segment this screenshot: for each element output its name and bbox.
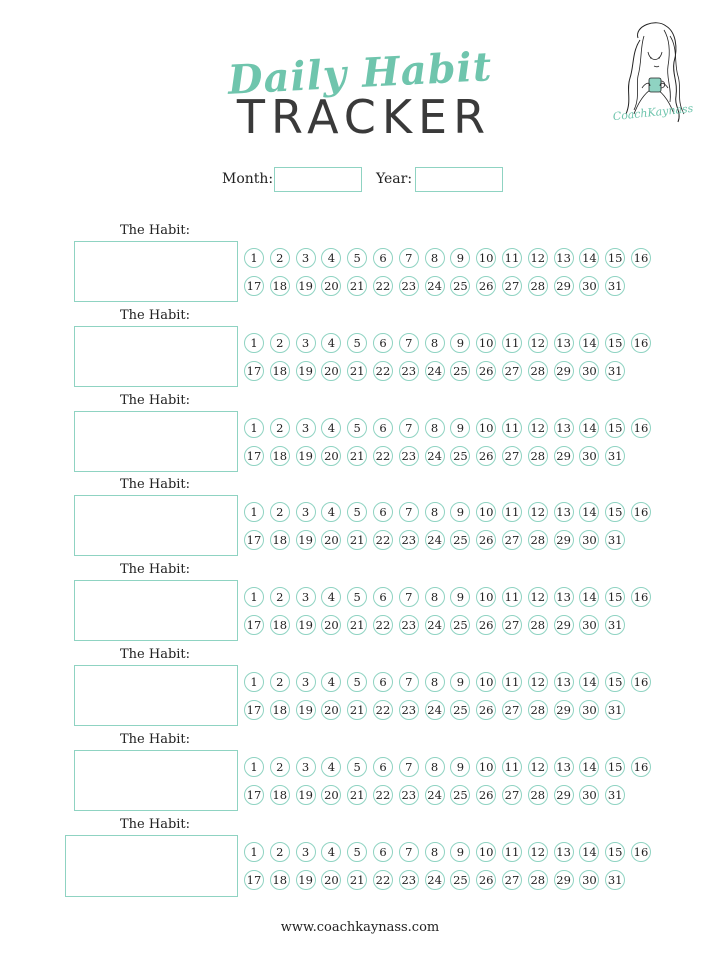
- title-script: Daily Habit: [226, 43, 494, 104]
- day-circle[interactable]: 6: [373, 842, 393, 862]
- day-circle[interactable]: 23: [399, 276, 419, 296]
- day-circle[interactable]: 11: [502, 418, 522, 438]
- day-circle[interactable]: 10: [476, 587, 496, 607]
- day-circle[interactable]: 26: [476, 700, 496, 720]
- day-circle[interactable]: 2: [270, 757, 290, 777]
- day-circle[interactable]: 12: [528, 502, 548, 522]
- day-circle[interactable]: 14: [579, 842, 599, 862]
- day-circle[interactable]: 22: [373, 870, 393, 890]
- day-circle[interactable]: 18: [270, 785, 290, 805]
- day-circle[interactable]: 13: [554, 418, 574, 438]
- day-circle[interactable]: 21: [347, 530, 367, 550]
- day-circle[interactable]: 30: [579, 446, 599, 466]
- day-circle[interactable]: 6: [373, 672, 393, 692]
- day-circle[interactable]: 24: [425, 785, 445, 805]
- day-circle[interactable]: 11: [502, 502, 522, 522]
- habit-name-field[interactable]: [74, 326, 238, 387]
- day-circle[interactable]: 31: [605, 530, 625, 550]
- day-circle[interactable]: 14: [579, 418, 599, 438]
- day-circle[interactable]: 7: [399, 842, 419, 862]
- day-circle[interactable]: 25: [450, 870, 470, 890]
- day-circle[interactable]: 27: [502, 700, 522, 720]
- day-circle[interactable]: 6: [373, 757, 393, 777]
- day-circle[interactable]: 22: [373, 276, 393, 296]
- day-circle[interactable]: 27: [502, 785, 522, 805]
- year-label: Year:: [376, 171, 413, 187]
- day-circle[interactable]: 30: [579, 276, 599, 296]
- day-circle[interactable]: 31: [605, 446, 625, 466]
- day-circle[interactable]: 21: [347, 615, 367, 635]
- day-circle[interactable]: 10: [476, 418, 496, 438]
- day-circle[interactable]: 24: [425, 276, 445, 296]
- day-circle[interactable]: 29: [554, 276, 574, 296]
- day-circle[interactable]: 18: [270, 870, 290, 890]
- day-circle[interactable]: 1: [244, 248, 264, 268]
- day-circle[interactable]: 15: [605, 248, 625, 268]
- day-circle[interactable]: 20: [321, 700, 341, 720]
- day-circle[interactable]: 16: [631, 418, 651, 438]
- habit-label: The Habit:: [120, 816, 191, 832]
- day-circle[interactable]: 26: [476, 615, 496, 635]
- day-circle[interactable]: 19: [296, 700, 316, 720]
- day-circle[interactable]: 11: [502, 672, 522, 692]
- day-circle[interactable]: 8: [425, 587, 445, 607]
- logo-text: CoachKaynass: [612, 101, 694, 124]
- habit-name-field[interactable]: [74, 411, 238, 472]
- day-circle[interactable]: 27: [502, 615, 522, 635]
- day-circle[interactable]: 11: [502, 333, 522, 353]
- day-circle[interactable]: 19: [296, 361, 316, 381]
- day-circle[interactable]: 13: [554, 757, 574, 777]
- day-circle[interactable]: 17: [244, 870, 264, 890]
- day-circle[interactable]: 12: [528, 248, 548, 268]
- habit-name-field[interactable]: [74, 580, 238, 641]
- day-circle[interactable]: 24: [425, 700, 445, 720]
- day-circle[interactable]: 22: [373, 446, 393, 466]
- day-circle[interactable]: 22: [373, 785, 393, 805]
- day-circle[interactable]: 30: [579, 615, 599, 635]
- day-circle[interactable]: 17: [244, 785, 264, 805]
- day-circle[interactable]: 29: [554, 700, 574, 720]
- day-circle[interactable]: 28: [528, 361, 548, 381]
- day-circle[interactable]: 17: [244, 615, 264, 635]
- day-circle[interactable]: 24: [425, 615, 445, 635]
- day-circle[interactable]: 4: [321, 587, 341, 607]
- day-circle[interactable]: 14: [579, 333, 599, 353]
- day-circle[interactable]: 9: [450, 757, 470, 777]
- day-circle[interactable]: 13: [554, 842, 574, 862]
- day-circle[interactable]: 11: [502, 757, 522, 777]
- day-circle[interactable]: 30: [579, 870, 599, 890]
- day-circle[interactable]: 21: [347, 361, 367, 381]
- day-circle[interactable]: 31: [605, 785, 625, 805]
- habit-name-field[interactable]: [74, 241, 238, 302]
- day-circle[interactable]: 29: [554, 530, 574, 550]
- day-circle[interactable]: 16: [631, 757, 651, 777]
- day-circle[interactable]: 15: [605, 333, 625, 353]
- day-circle[interactable]: 12: [528, 587, 548, 607]
- day-circle[interactable]: 7: [399, 757, 419, 777]
- day-circle[interactable]: 1: [244, 502, 264, 522]
- day-circle[interactable]: 8: [425, 757, 445, 777]
- day-circle[interactable]: 31: [605, 700, 625, 720]
- day-circle[interactable]: 8: [425, 418, 445, 438]
- day-circle[interactable]: 15: [605, 757, 625, 777]
- day-circle[interactable]: 17: [244, 530, 264, 550]
- day-circle[interactable]: 3: [296, 333, 316, 353]
- day-circle[interactable]: 8: [425, 502, 445, 522]
- day-circle[interactable]: 9: [450, 587, 470, 607]
- day-circle[interactable]: 7: [399, 587, 419, 607]
- day-circle[interactable]: 6: [373, 333, 393, 353]
- day-circle[interactable]: 25: [450, 446, 470, 466]
- day-circle[interactable]: 11: [502, 587, 522, 607]
- day-circle[interactable]: 20: [321, 870, 341, 890]
- day-circle[interactable]: 10: [476, 757, 496, 777]
- day-circle[interactable]: 17: [244, 361, 264, 381]
- day-circle[interactable]: 31: [605, 361, 625, 381]
- day-circle[interactable]: 21: [347, 700, 367, 720]
- day-circle[interactable]: 20: [321, 530, 341, 550]
- day-circle[interactable]: 2: [270, 587, 290, 607]
- day-circle[interactable]: 10: [476, 502, 496, 522]
- day-circle[interactable]: 14: [579, 502, 599, 522]
- day-circle[interactable]: 7: [399, 248, 419, 268]
- day-circle[interactable]: 14: [579, 248, 599, 268]
- day-circle[interactable]: 2: [270, 502, 290, 522]
- day-circle[interactable]: 14: [579, 587, 599, 607]
- day-circle[interactable]: 5: [347, 757, 367, 777]
- day-circle[interactable]: 13: [554, 333, 574, 353]
- day-circle[interactable]: 26: [476, 276, 496, 296]
- day-circle[interactable]: 19: [296, 615, 316, 635]
- day-circle[interactable]: 18: [270, 361, 290, 381]
- day-circle[interactable]: 8: [425, 248, 445, 268]
- day-circle[interactable]: 27: [502, 361, 522, 381]
- day-circle[interactable]: 29: [554, 870, 574, 890]
- day-circle[interactable]: 6: [373, 248, 393, 268]
- day-circle[interactable]: 3: [296, 672, 316, 692]
- day-circle[interactable]: 15: [605, 842, 625, 862]
- day-circle[interactable]: 22: [373, 361, 393, 381]
- day-circle[interactable]: 16: [631, 502, 651, 522]
- year-field[interactable]: [415, 167, 503, 192]
- day-circle[interactable]: 5: [347, 418, 367, 438]
- day-circle[interactable]: 12: [528, 333, 548, 353]
- day-circle[interactable]: 21: [347, 446, 367, 466]
- day-circle[interactable]: 15: [605, 502, 625, 522]
- day-circle[interactable]: 20: [321, 446, 341, 466]
- day-circle[interactable]: 25: [450, 361, 470, 381]
- day-circle[interactable]: 24: [425, 446, 445, 466]
- day-circle[interactable]: 9: [450, 842, 470, 862]
- day-circle[interactable]: 27: [502, 870, 522, 890]
- day-circle[interactable]: 27: [502, 276, 522, 296]
- day-circle[interactable]: 13: [554, 248, 574, 268]
- day-circle[interactable]: 26: [476, 870, 496, 890]
- day-circle[interactable]: 20: [321, 361, 341, 381]
- day-circle[interactable]: 4: [321, 672, 341, 692]
- day-circle[interactable]: 18: [270, 530, 290, 550]
- day-circle[interactable]: 20: [321, 785, 341, 805]
- day-circle[interactable]: 5: [347, 333, 367, 353]
- day-circle[interactable]: 3: [296, 587, 316, 607]
- day-circle[interactable]: 1: [244, 842, 264, 862]
- page-title: TRACKER: [236, 90, 492, 144]
- day-circle[interactable]: 18: [270, 615, 290, 635]
- day-circle[interactable]: 25: [450, 276, 470, 296]
- day-circle[interactable]: 25: [450, 700, 470, 720]
- month-label: Month:: [222, 171, 274, 187]
- day-circle[interactable]: 5: [347, 248, 367, 268]
- habit-name-field[interactable]: [74, 750, 238, 811]
- day-circle[interactable]: 21: [347, 785, 367, 805]
- day-circle[interactable]: 29: [554, 361, 574, 381]
- day-circle[interactable]: 4: [321, 502, 341, 522]
- day-circle[interactable]: 24: [425, 530, 445, 550]
- day-circle[interactable]: 26: [476, 446, 496, 466]
- day-circle[interactable]: 10: [476, 333, 496, 353]
- day-circle[interactable]: 13: [554, 672, 574, 692]
- habit-label: The Habit:: [120, 307, 191, 323]
- day-circle[interactable]: 10: [476, 248, 496, 268]
- day-circle[interactable]: 5: [347, 502, 367, 522]
- day-circle[interactable]: 6: [373, 587, 393, 607]
- day-circle[interactable]: 21: [347, 870, 367, 890]
- day-circle[interactable]: 27: [502, 530, 522, 550]
- day-circle[interactable]: 8: [425, 842, 445, 862]
- day-circle[interactable]: 29: [554, 446, 574, 466]
- day-circle[interactable]: 23: [399, 361, 419, 381]
- habit-name-field[interactable]: [65, 835, 238, 897]
- day-circle[interactable]: 23: [399, 700, 419, 720]
- day-circle[interactable]: 23: [399, 446, 419, 466]
- day-circle[interactable]: 15: [605, 587, 625, 607]
- day-circle[interactable]: 8: [425, 333, 445, 353]
- day-circle[interactable]: 28: [528, 446, 548, 466]
- day-circle[interactable]: 7: [399, 672, 419, 692]
- day-circle[interactable]: 4: [321, 757, 341, 777]
- day-circle[interactable]: 18: [270, 700, 290, 720]
- day-circle[interactable]: 11: [502, 842, 522, 862]
- day-circle[interactable]: 23: [399, 530, 419, 550]
- day-circle[interactable]: 28: [528, 870, 548, 890]
- day-circle[interactable]: 23: [399, 785, 419, 805]
- day-circle[interactable]: 27: [502, 446, 522, 466]
- day-circle[interactable]: 31: [605, 276, 625, 296]
- habit-label: The Habit:: [120, 731, 191, 747]
- day-circle[interactable]: 12: [528, 842, 548, 862]
- day-circle[interactable]: 5: [347, 842, 367, 862]
- day-circle[interactable]: 19: [296, 276, 316, 296]
- day-circle[interactable]: 18: [270, 446, 290, 466]
- day-circle[interactable]: 23: [399, 615, 419, 635]
- day-circle[interactable]: 31: [605, 615, 625, 635]
- day-circle[interactable]: 2: [270, 418, 290, 438]
- day-circle[interactable]: 19: [296, 785, 316, 805]
- day-circle[interactable]: 28: [528, 700, 548, 720]
- day-circle[interactable]: 28: [528, 785, 548, 805]
- month-year-row: [0, 166, 720, 192]
- habit-label: The Habit:: [120, 562, 191, 578]
- day-circle[interactable]: 30: [579, 785, 599, 805]
- day-circle[interactable]: 1: [244, 672, 264, 692]
- day-circle[interactable]: 10: [476, 842, 496, 862]
- day-circle[interactable]: 2: [270, 842, 290, 862]
- day-circle[interactable]: 4: [321, 842, 341, 862]
- day-circle[interactable]: 3: [296, 418, 316, 438]
- day-circle[interactable]: 3: [296, 502, 316, 522]
- day-circle[interactable]: 10: [476, 672, 496, 692]
- day-circle[interactable]: 24: [425, 870, 445, 890]
- day-circle[interactable]: 16: [631, 842, 651, 862]
- day-circle[interactable]: 16: [631, 248, 651, 268]
- day-circle[interactable]: 22: [373, 615, 393, 635]
- day-circle[interactable]: 16: [631, 672, 651, 692]
- day-circle[interactable]: 25: [450, 615, 470, 635]
- day-circle[interactable]: 3: [296, 757, 316, 777]
- day-circle[interactable]: 22: [373, 700, 393, 720]
- day-circle[interactable]: 29: [554, 785, 574, 805]
- day-circle[interactable]: 30: [579, 700, 599, 720]
- day-circle[interactable]: 12: [528, 418, 548, 438]
- habit-label: The Habit:: [120, 223, 191, 238]
- day-circle[interactable]: 3: [296, 248, 316, 268]
- day-circle[interactable]: 3: [296, 842, 316, 862]
- day-circle[interactable]: 25: [450, 530, 470, 550]
- month-field[interactable]: [274, 167, 362, 192]
- day-circle[interactable]: 7: [399, 418, 419, 438]
- day-circle[interactable]: 14: [579, 757, 599, 777]
- day-circle[interactable]: 1: [244, 418, 264, 438]
- day-circle[interactable]: 5: [347, 587, 367, 607]
- day-circle[interactable]: 31: [605, 870, 625, 890]
- day-circle[interactable]: 9: [450, 248, 470, 268]
- day-circle[interactable]: 9: [450, 418, 470, 438]
- day-circle[interactable]: 18: [270, 276, 290, 296]
- day-circle[interactable]: 17: [244, 276, 264, 296]
- day-circle[interactable]: 14: [579, 672, 599, 692]
- day-circle[interactable]: 4: [321, 418, 341, 438]
- day-circle[interactable]: 8: [425, 672, 445, 692]
- day-circle[interactable]: 21: [347, 276, 367, 296]
- day-circle[interactable]: 11: [502, 248, 522, 268]
- day-circle[interactable]: 12: [528, 757, 548, 777]
- day-circle[interactable]: 30: [579, 530, 599, 550]
- day-circle[interactable]: 19: [296, 870, 316, 890]
- day-circle[interactable]: 15: [605, 672, 625, 692]
- day-circle[interactable]: 16: [631, 333, 651, 353]
- day-circle[interactable]: 28: [528, 276, 548, 296]
- day-circle[interactable]: 13: [554, 502, 574, 522]
- day-circle[interactable]: 4: [321, 248, 341, 268]
- habit-label: The Habit:: [120, 647, 191, 662]
- day-circle[interactable]: 24: [425, 361, 445, 381]
- day-circle[interactable]: 13: [554, 587, 574, 607]
- day-circle[interactable]: 26: [476, 361, 496, 381]
- day-circle[interactable]: 1: [244, 587, 264, 607]
- day-circle[interactable]: 28: [528, 615, 548, 635]
- day-circle[interactable]: 25: [450, 785, 470, 805]
- day-circle[interactable]: 19: [296, 530, 316, 550]
- day-circle[interactable]: 1: [244, 757, 264, 777]
- day-circle[interactable]: 6: [373, 502, 393, 522]
- day-circle[interactable]: 15: [605, 418, 625, 438]
- day-circle[interactable]: 23: [399, 870, 419, 890]
- habit-name-field[interactable]: [74, 665, 238, 726]
- day-circle[interactable]: 26: [476, 785, 496, 805]
- habit-label: The Habit:: [120, 392, 191, 408]
- habit-label: The Habit:: [120, 477, 191, 493]
- day-circle[interactable]: 2: [270, 672, 290, 692]
- day-circle[interactable]: 1: [244, 333, 264, 353]
- day-circle[interactable]: 7: [399, 502, 419, 522]
- day-circle[interactable]: 22: [373, 530, 393, 550]
- day-circle[interactable]: 16: [631, 587, 651, 607]
- habit-name-field[interactable]: [74, 495, 238, 556]
- day-circle[interactable]: 5: [347, 672, 367, 692]
- day-circle[interactable]: 26: [476, 530, 496, 550]
- day-circle[interactable]: 29: [554, 615, 574, 635]
- day-circle[interactable]: 12: [528, 672, 548, 692]
- day-circle[interactable]: 19: [296, 446, 316, 466]
- day-circle[interactable]: 9: [450, 672, 470, 692]
- day-circle[interactable]: 2: [270, 333, 290, 353]
- day-circle[interactable]: 17: [244, 446, 264, 466]
- day-circle[interactable]: 9: [450, 333, 470, 353]
- day-circle[interactable]: 20: [321, 276, 341, 296]
- day-circle[interactable]: 2: [270, 248, 290, 268]
- day-circle[interactable]: 20: [321, 615, 341, 635]
- day-circle[interactable]: 17: [244, 700, 264, 720]
- day-circle[interactable]: 7: [399, 333, 419, 353]
- day-circle[interactable]: 30: [579, 361, 599, 381]
- day-circle[interactable]: 4: [321, 333, 341, 353]
- day-circle[interactable]: 28: [528, 530, 548, 550]
- footer-url: www.coachkaynass.com: [280, 920, 440, 935]
- day-circle[interactable]: 9: [450, 502, 470, 522]
- day-circle[interactable]: 6: [373, 418, 393, 438]
